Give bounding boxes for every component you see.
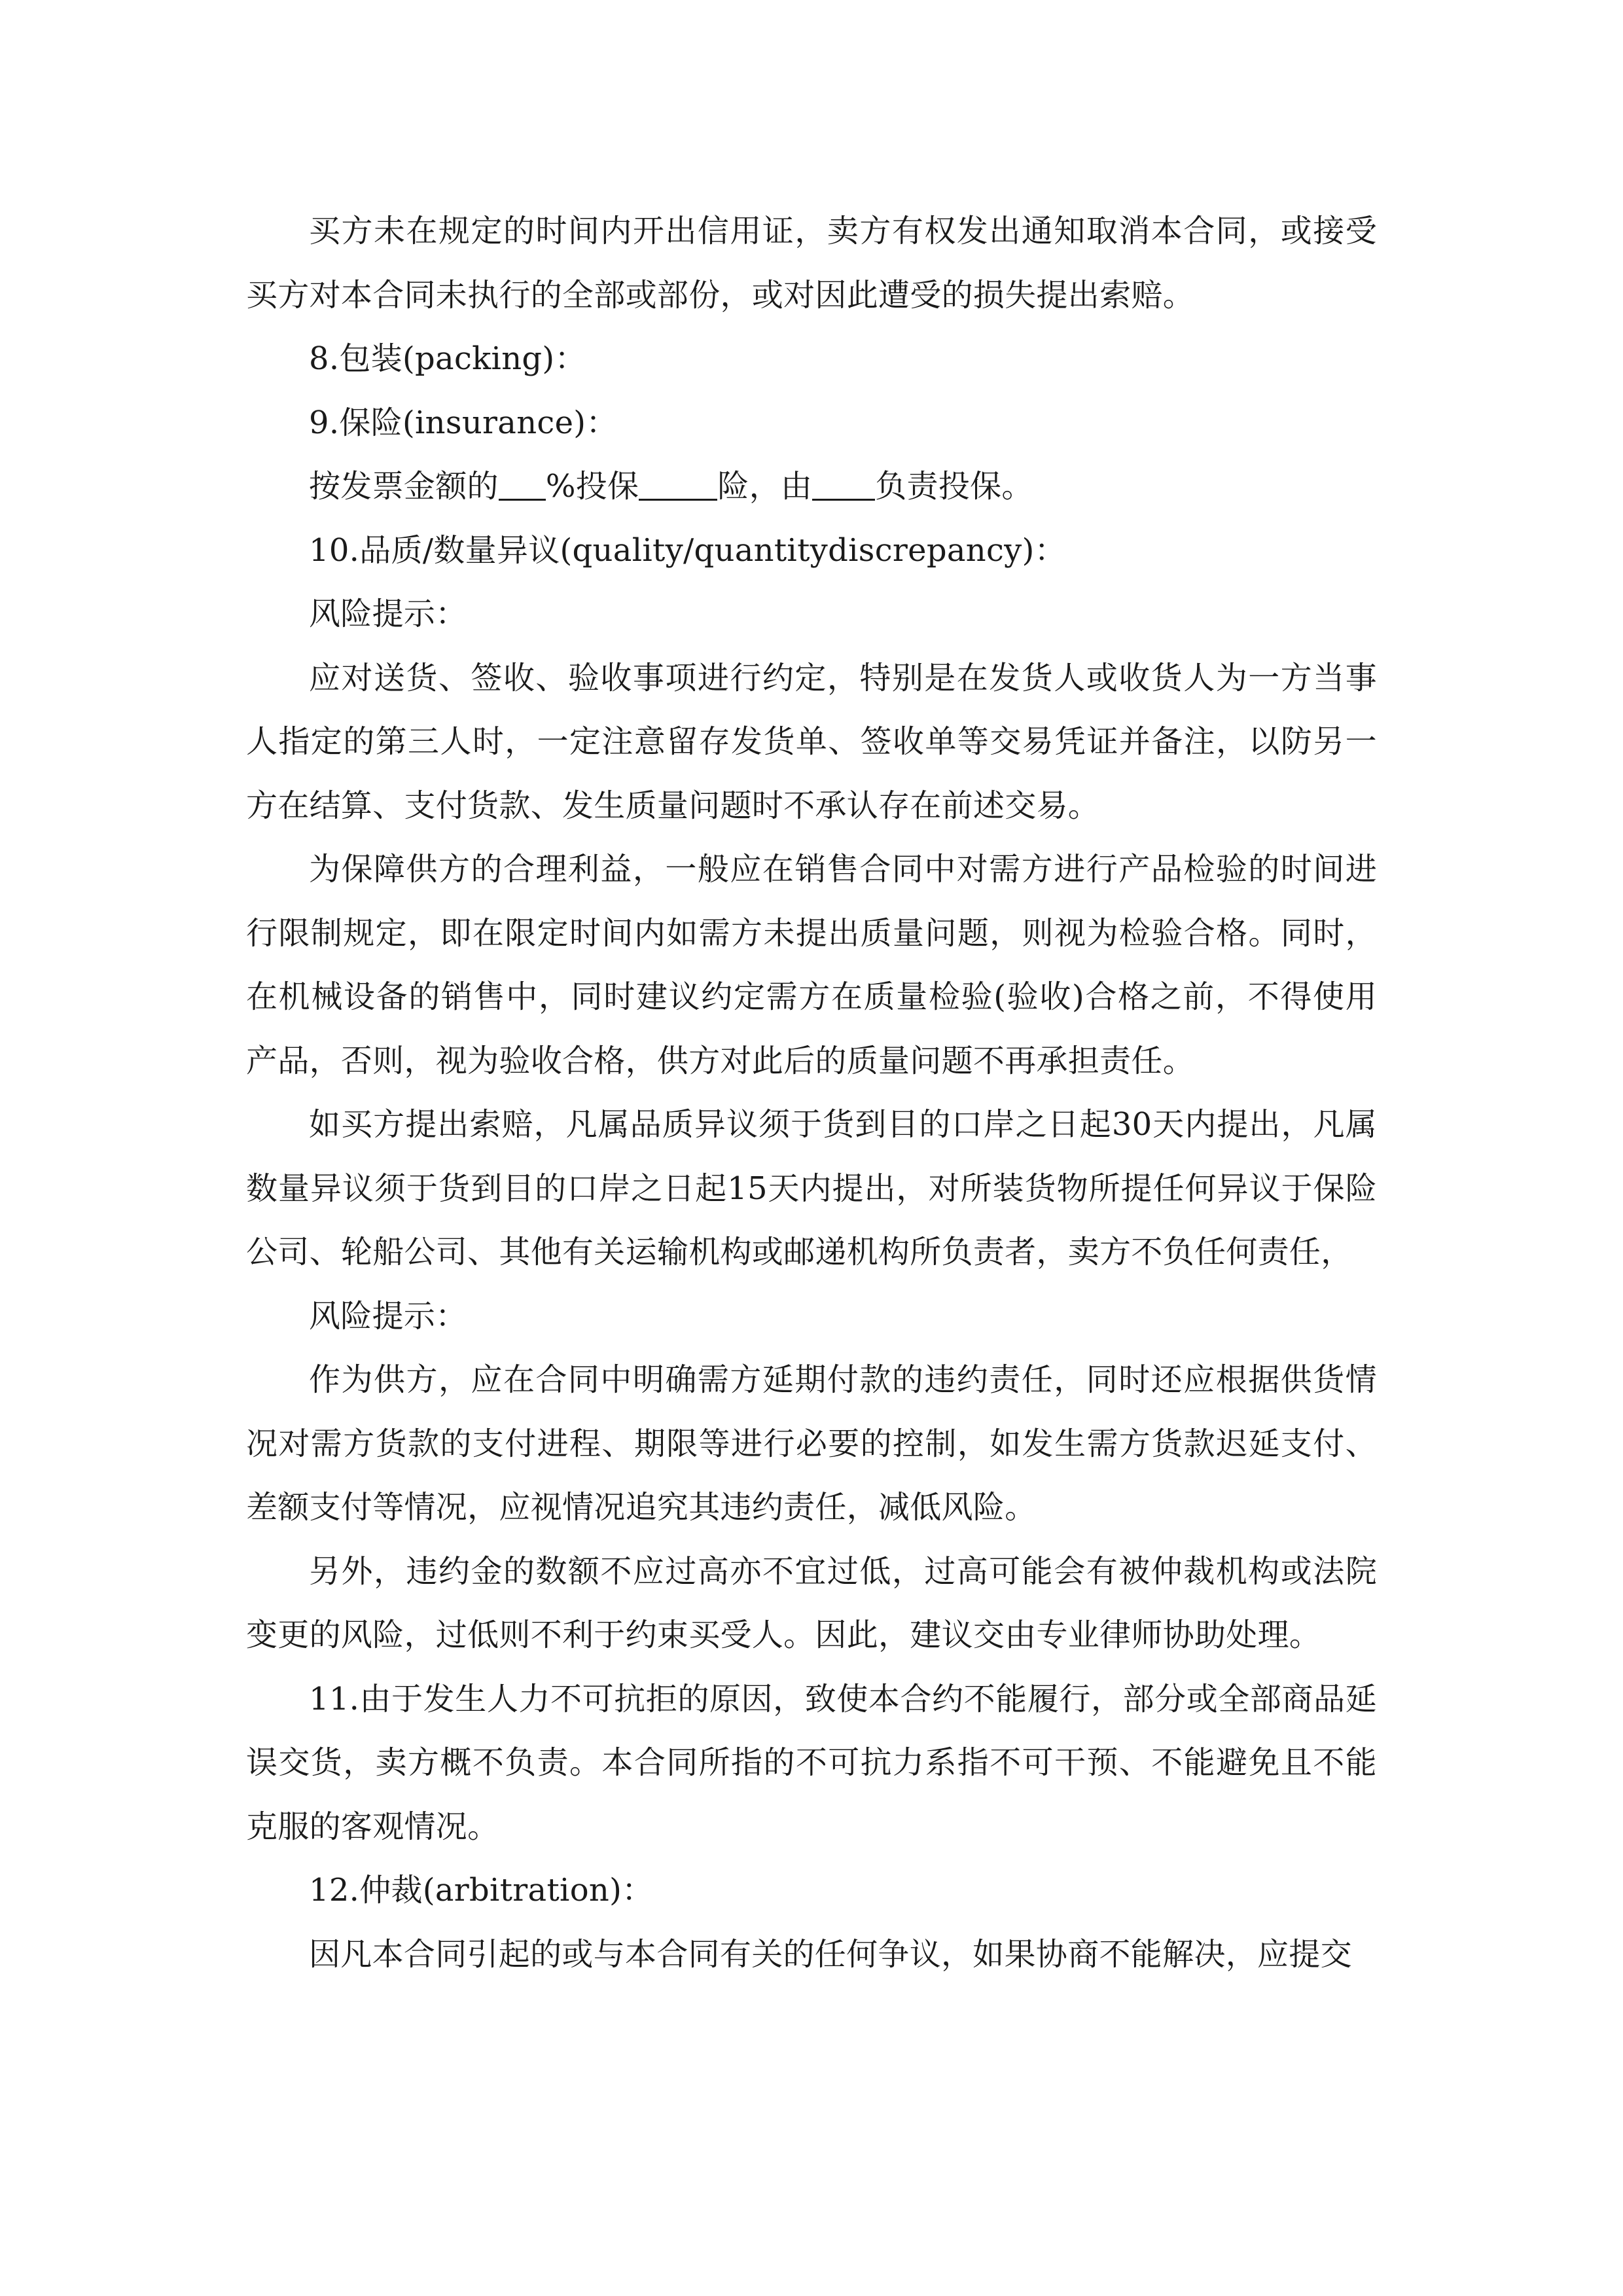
clause-force-majeure: 11.由于发生人力不可抗拒的原因，致使本合约不能履行，部分或全部商品延误交货，卖方概不负责。本合同所指的不可抗力系指不可干预、不能避免且不能克服的客观情况。 — [246, 1680, 1377, 1845]
insurance-clause-text-4: 负责投保。 — [875, 468, 1033, 505]
paragraph-credit-cancellation: 买方未在规定的时间内开出信用证，卖方有权发出通知取消本合同，或接受买方对本合同未执行的全部或部份，或对因此遭受的损失提出索赔。 — [246, 213, 1377, 314]
paragraph-delivery-receipt: 应对送货、签收、验收事项进行约定，特别是在发货人或收货人为一方当事人指定的第三人时，一定注意留存发货单、签收单等交易凭证并备注，以防另一方在结算、支付货款、发生质量问题时不承认存在前述交易。 — [246, 659, 1377, 824]
document-body — [246, 200, 1377, 1986]
insurance-clause-text-1: 按发票金额的 — [309, 468, 499, 505]
paragraph-late-payment: 作为供方，应在合同中明确需方延期付款的违约责任，同时还应根据供货情况对需方货款的支付进程、期限等进行必要的控制，如发生需方货款迟延支付、差额支付等情况，应视情况追究其违约责任，减低风险。 — [246, 1361, 1377, 1526]
insurance-percent-blank — [499, 465, 546, 501]
insurance-clause-text-3: 险，由 — [717, 468, 813, 505]
clause-discrepancy-heading: 10.品质/数量异议(quality/quantitydiscrepancy)： — [309, 531, 1066, 569]
risk-tip-heading-2: 风险提示： — [309, 1297, 467, 1335]
insurance-party-blank — [812, 465, 875, 501]
insurance-clause-line — [246, 455, 1377, 519]
clause-arbitration-heading: 12.仲裁(arbitration)： — [309, 1872, 654, 1909]
insurance-clause-text-2: %投保 — [545, 468, 639, 505]
clause-packing-heading: 8.包装(packing)： — [309, 340, 586, 377]
paragraph-arbitration: 因凡本合同引起的或与本合同有关的任何争议，如果协商不能解决，应提交 — [309, 1935, 1352, 1973]
risk-tip-heading: 风险提示： — [309, 596, 467, 632]
paragraph-claim-period: 如买方提出索赔，凡属品质异议须于货到目的口岸之日起30天内提出，凡属数量异议须于货到目的口岸之日起15天内提出，对所装货物所提任何异议于保险公司、轮船公司、其他有关运输机构或邮递机构所负责者，卖方不负任何责任， — [246, 1106, 1377, 1270]
clause-insurance-heading: 9.保险(insurance)： — [309, 404, 618, 441]
insurance-type-blank — [639, 465, 717, 501]
paragraph-inspection-period: 为保障供方的合理利益，一般应在销售合同中对需方进行产品检验的时间进行限制规定，即在限定时间内如需方未提出质量问题，则视为检验合格。同时，在机械设备的销售中，同时建议约定需方在质量检验(验收)合格之前，不得使用产品，否则，视为验收合格，供方对此后的质量问题不再承担责任。 — [246, 851, 1377, 1079]
paragraph-penalty-amount: 另外，违约金的数额不应过高亦不宜过低，过高可能会有被仲裁机构或法院变更的风险，过低则不利于约束买受人。因此，建议交由专业律师协助处理。 — [246, 1552, 1377, 1653]
